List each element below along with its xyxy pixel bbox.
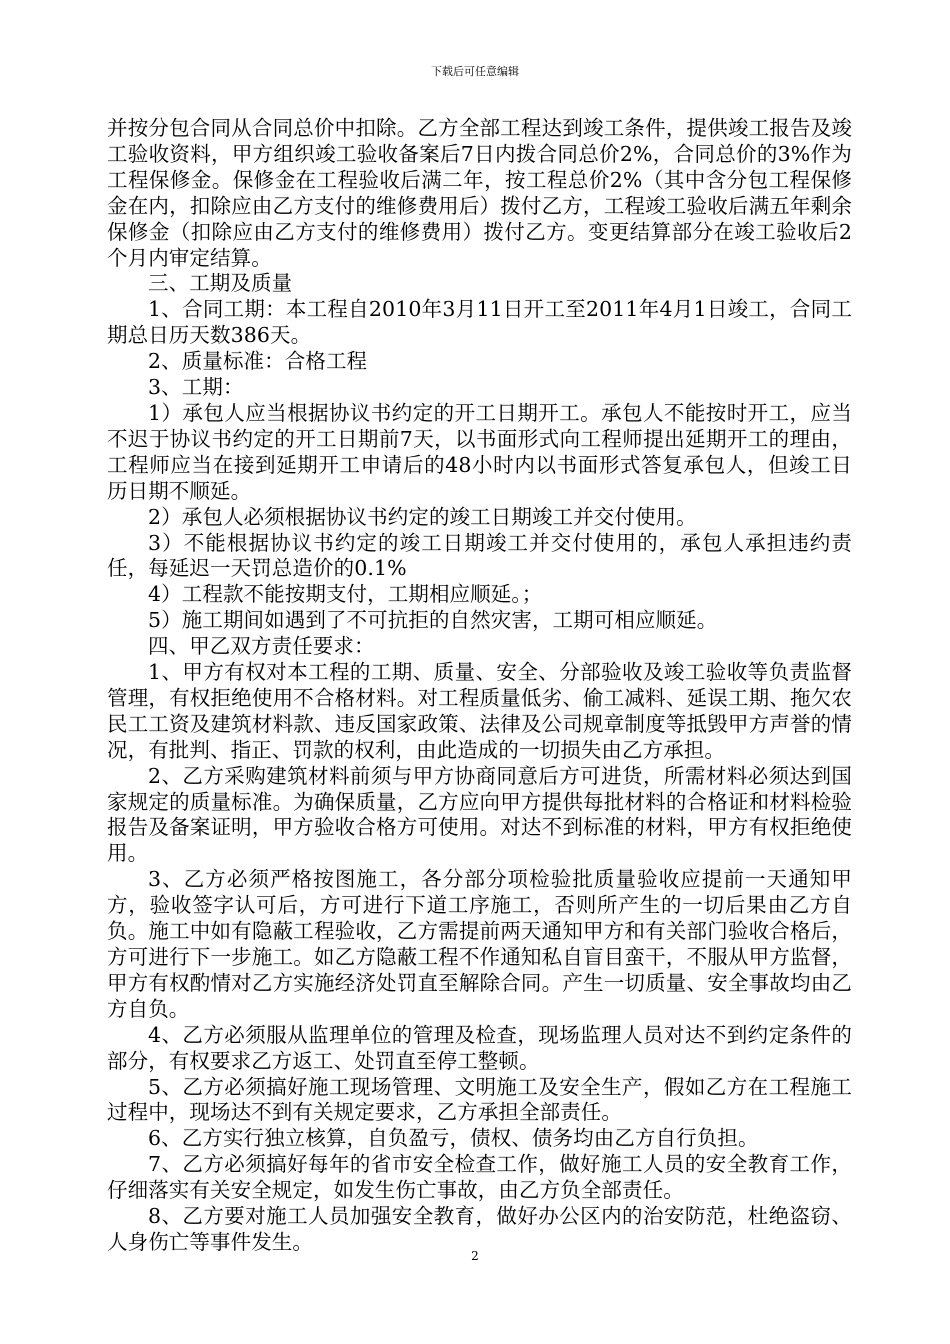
paragraph: 5、乙方必须搞好施工现场管理、文明施工及安全生产，假如乙方在工程施工过程中，现场达不到有关规定要求，乙方承担全部责任。: [107, 1074, 852, 1125]
paragraph: 3、乙方必须严格按图施工，各分部分项检验批质量验收应提前一天通知甲方，验收签字认可后，方可进行下道工序施工，否则所产生的一切后果由乙方自负。施工中如有隐蔽工程验收，乙方需提前两天通知甲方和有关部门验收合格后，方可进行下一步施工。如乙方隐蔽工程不作通知私自盲目蛮干，不服从甲方监督，甲方有权酌情对乙方实施经济处罚直至解除合同。产生一切质量、安全事故均由乙方自负。: [107, 867, 852, 1021]
paragraph: 3）不能根据协议书约定的竣工日期竣工并交付使用的，承包人承担违约责任，每延迟一天罚总造价的0.1%: [107, 530, 852, 581]
page-number: 2: [471, 1249, 479, 1263]
paragraph: 2、质量标准：合格工程: [148, 349, 368, 374]
paragraph: 4）工程款不能按期支付，工期相应顺延。；: [148, 582, 543, 607]
paragraph: 1）承包人应当根据协议书约定的开工日期开工。承包人不能按时开工，应当不迟于协议书约定的开工日期前7天，以书面形式向工程师提出延期开工的理由，工程师应当在接到延期开工申请后的48小时内以书面形式答复承包人，但竣工日历日期不顺延。: [107, 400, 852, 503]
paragraph: 7、乙方必须搞好每年的省市安全检查工作，做好施工人员的安全教育工作，仔细落实有关安全规定，如发生伤亡事故，由乙方负全部责任。: [107, 1152, 852, 1203]
paragraph: 4、乙方必须服从监理单位的管理及检查，现场监理人员对达不到约定条件的部分，有权要求乙方返工、处罚直至停工整顿。: [107, 1022, 852, 1073]
paragraph: 5）施工期间如遇到了不可抗拒的自然灾害，工期可相应顺延。: [148, 608, 718, 633]
section-heading-responsibilities: 四、甲乙双方责任要求：: [148, 634, 375, 659]
document-body: [107, 116, 852, 1256]
section-heading-schedule-quality: 三、工期及质量: [148, 271, 293, 296]
paragraph: 2、乙方采购建筑材料前须与甲方协商同意后方可进货，所需材料必须达到国家规定的质量标准。为确保质量，乙方应向甲方提供每批材料的合格证和材料检验报告及备案证明，甲方验收合格方可使用。对达不到标准的材料，甲方有权拒绝使用。: [107, 763, 852, 866]
paragraph: 8、乙方要对施工人员加强安全教育，做好办公区内的治安防范，杜绝盗窃、人身伤亡等事件发生。: [107, 1204, 852, 1254]
page-header: 下载后可任意编辑: [431, 65, 519, 78]
paragraph: 2）承包人必须根据协议书约定的竣工日期竣工并交付使用。: [148, 504, 697, 529]
paragraph: 6、乙方实行独立核算，自负盈亏，债权、债务均由乙方自行负担。: [148, 1126, 759, 1151]
paragraph: 并按分包合同从合同总价中扣除。乙方全部工程达到竣工条件，提供竣工报告及竣工验收资料，甲方组织竣工验收备案后7日内拨合同总价2%，合同总价的3%作为工程保修金。保修金在工程验收后满二年，按工程总价2%（其中含分包工程保修金在内，扣除应由乙方支付的维修费用后）拨付乙方，工程竣工验收后满五年剩余保修金（扣除应由乙方支付的维修费用）拨付乙方。变更结算部分在竣工验收后2个月内审定结算。: [107, 116, 852, 270]
paragraph: 1、甲方有权对本工程的工期、质量、安全、分部验收及竣工验收等负责监督管理，有权拒绝使用不合格材料。对工程质量低劣、偷工减料、延误工期、拖欠农民工工资及建筑材料款、违反国家政策、法律及公司规章制度等抵毁甲方声誉的情况，有批判、指正、罚款的权利，由此造成的一切损失由乙方承担。: [107, 660, 852, 762]
paragraph: 1、合同工期：本工程自2010年3月11日开工至2011年4月1日竣工，合同工期总日历天数386天。: [107, 297, 852, 348]
paragraph: 3、工期：: [148, 375, 244, 400]
